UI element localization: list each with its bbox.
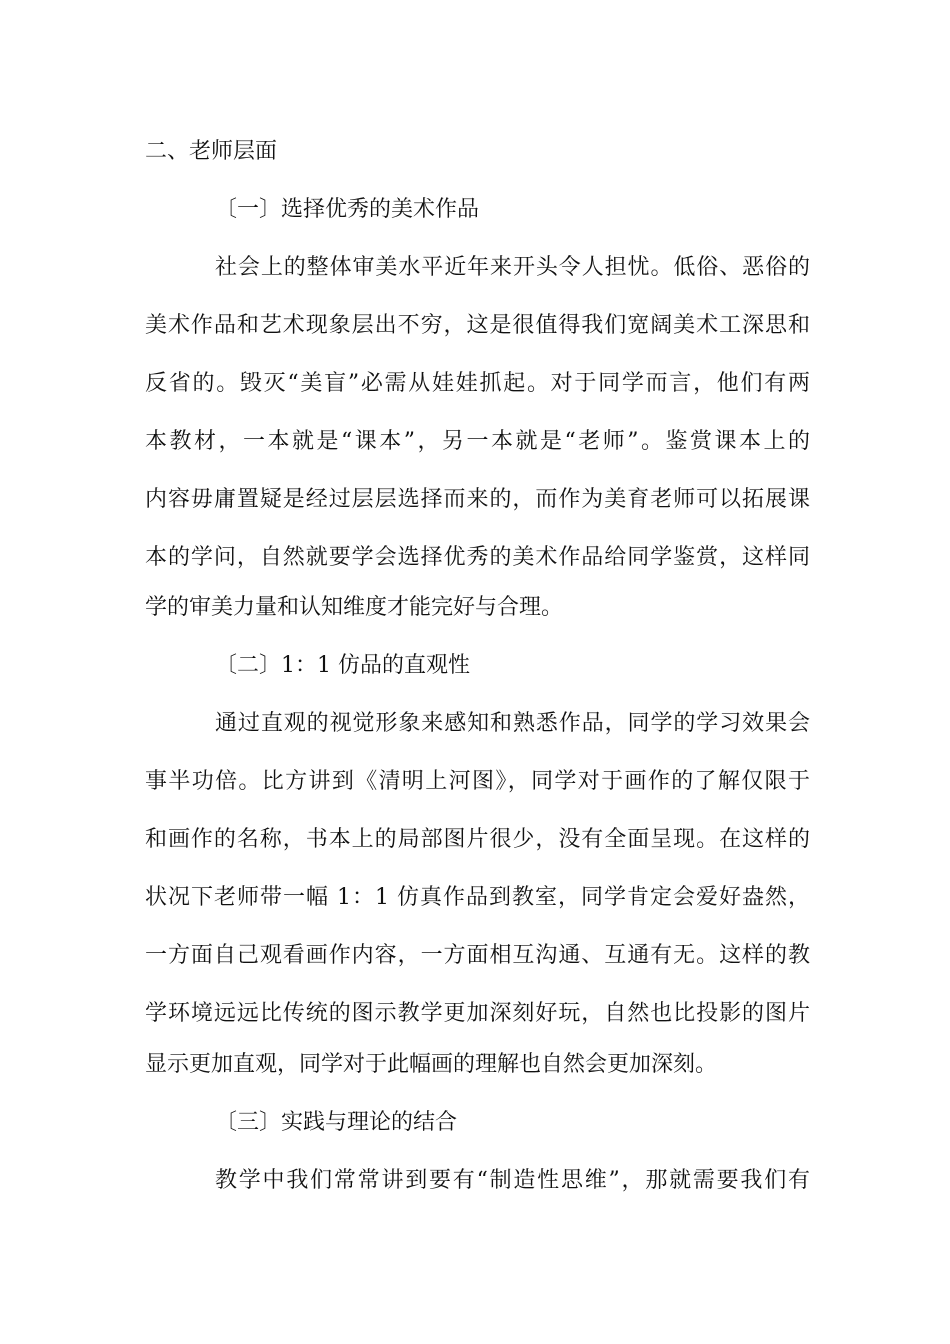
subsection-heading-1: 〔一〕选择优秀的美术作品 (215, 197, 480, 222)
paragraph-2-line-1: 通过直观的视觉形象来感知和熟悉作品，同学的学习效果会 (215, 711, 810, 736)
paragraph-2-line-2: 事半功倍。比方讲到《清明上河图》，同学对于画作的了解仅限于 (145, 769, 810, 794)
paragraph-1-line-2: 美术作品和艺术现象层出不穷，这是很值得我们宽阔美术工深思和 (145, 313, 810, 338)
paragraph-2-line-6: 学环境远远比传统的图示教学更加深刻好玩，自然也比投影的图片 (145, 1001, 810, 1026)
paragraph-1-line-1: 社会上的整体审美水平近年来开头令人担忧。低俗、恶俗的 (215, 255, 810, 280)
paragraph-1-line-3: 反省的。毁灭“美盲”必需从娃娃抓起。对于同学而言，他们有两 (145, 371, 810, 396)
paragraph-2-line-7: 显示更加直观，同学对于此幅画的理解也自然会更加深刻。 (145, 1052, 718, 1077)
paragraph-3-line-1: 教学中我们常常讲到要有“制造性思维”，那就需要我们有 (215, 1168, 810, 1193)
paragraph-2-line-3: 和画作的名称，书本上的局部图片很少，没有全面呈现。在这样的 (145, 827, 810, 852)
subsection-heading-3: 〔三〕实践与理论的结合 (215, 1110, 458, 1135)
paragraph-1-line-4: 本教材，一本就是“课本”，另一本就是“老师”。鉴赏课本上的 (145, 429, 810, 454)
paragraph-2-line-5: 一方面自己观看画作内容，一方面相互沟通、互通有无。这样的教 (145, 943, 810, 968)
paragraph-2-line-4: 状况下老师带一幅 1：1 仿真作品到教室，同学肯定会爱好盎然， (145, 885, 810, 910)
paragraph-1-line-7: 学的审美力量和认知维度才能完好与合理。 (145, 595, 564, 620)
paragraph-1-line-6: 本的学问，自然就要学会选择优秀的美术作品给同学鉴赏，这样同 (145, 545, 810, 570)
section-heading: 二、老师层面 (145, 139, 278, 164)
subsection-heading-2: 〔二〕1：1 仿品的直观性 (215, 653, 470, 678)
paragraph-1-line-5: 内容毋庸置疑是经过层层选择而来的，而作为美育老师可以拓展课 (145, 487, 810, 512)
